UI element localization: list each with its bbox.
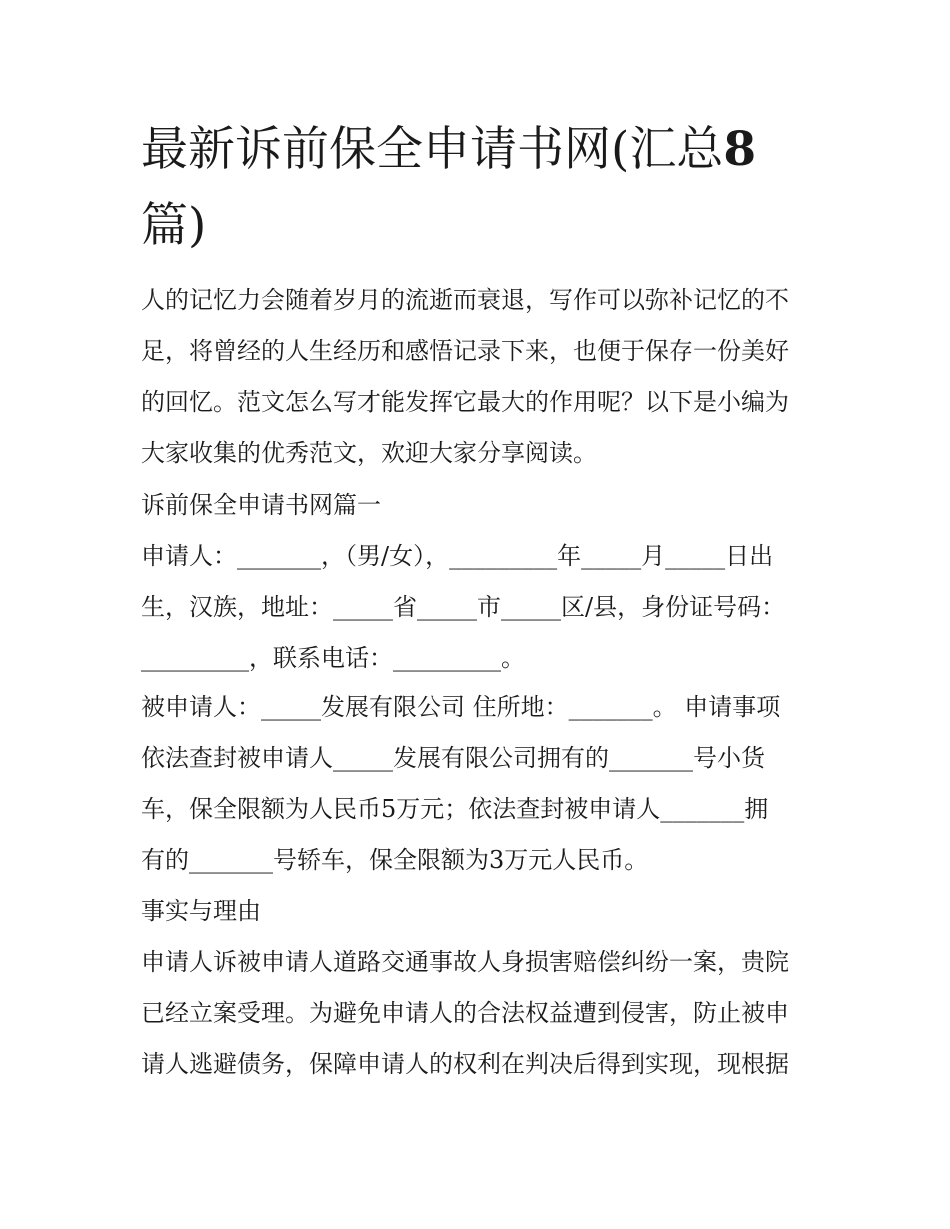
- facts-line-2: 已经立案受理。为避免申请人的合法权益遭到侵害，防止被申: [141, 999, 789, 1027]
- intro-line-4: 大家收集的优秀范文，欢迎大家分享阅读。: [141, 439, 597, 467]
- title-line-1: 最新诉前保全申请书网(汇总: [141, 122, 724, 177]
- respondent-line-3: 车，保全限额为人民币5万元；依法查封被申请人_______拥: [141, 795, 769, 823]
- facts-line-1: 申请人诉被申请人道路交通事故人身损害赔偿纠纷一案，贵院: [141, 948, 789, 976]
- applicant-line-1: 申请人：_______，（男/女），_________年_____月_____日出: [141, 542, 774, 570]
- title-line-2: 篇): [141, 198, 207, 253]
- respondent-line-1: 被申请人：_____发展有限公司 住所地：_______。 申请事项: [141, 693, 781, 721]
- intro-line-2: 足，将曾经的人生经历和感悟记录下来，也便于保存一份美好: [141, 337, 789, 365]
- respondent-line-2: 依法查封被申请人_____发展有限公司拥有的_______号小货: [141, 744, 765, 772]
- facts-heading: 事实与理由: [141, 897, 261, 925]
- applicant-line-2: 生，汉族，地址：_____省_____市_____区/县，身份证号码：: [141, 593, 786, 621]
- title-number: 8: [723, 122, 757, 177]
- section-heading: 诉前保全申请书网篇一: [141, 491, 381, 519]
- intro-line-3: 的回忆。范文怎么写才能发挥它最大的作用呢？以下是小编为: [141, 388, 789, 416]
- applicant-line-3: _________，联系电话：_________。: [141, 644, 525, 672]
- intro-line-1: 人的记忆力会随着岁月的流逝而衰退，写作可以弥补记忆的不: [141, 286, 789, 314]
- facts-line-3: 请人逃避债务，保障申请人的权利在判决后得到实现，现根据: [141, 1050, 789, 1078]
- respondent-line-4: 有的_______号轿车，保全限额为3万元人民币。: [141, 846, 649, 874]
- document-title: [141, 112, 821, 264]
